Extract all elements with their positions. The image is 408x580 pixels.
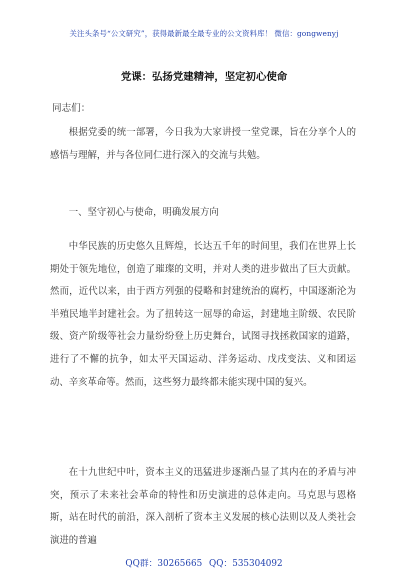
header-banner: 关注头条号“公文研究”，获得最新最全最专业的公文资料库！ 微信：gongwenyj — [69, 29, 339, 38]
nineteenth-century-paragraph: 在十九世纪中叶，资本主义的迅猛进步逐渐凸显了其内在的矛盾与冲突，预示了未来社会革命的特性和历史演进的总体走向。马克思与恩格斯，站在时代的前沿，深入剖析了资本主义发展的核心法则以及人类社会演进的普遍 — [50, 467, 356, 546]
history-paragraph: 中华民族的历史悠久且辉煌，长达五千年的时间里，我们在世界上长期处于领先地位，创造了璀璨的文明，并对人类的进步做出了巨大贡献。然而，近代以来，由于西方列强的侵略和封建统治的腐朽，中国逐渐沦为半殖民地半封建社会。为了扭转这一屈辱的命运，封建地主阶级、农民阶级、资产阶级等社会力量纷纷登上历史舞台，试图寻找拯救国家的道路，进行了不懈的抗争，如太平天国运动、洋务运动、戊戌变法、义和团运动、辛亥革命等。然而，这些努力最终都未能实现中国的复兴。 — [50, 241, 356, 388]
intro-paragraph: 根据党委的统一部署，今日我为大家讲授一堂党课，旨在分享个人的感悟与理解，并与各位同仁进行深入的交流与共勉。 — [50, 127, 356, 161]
footer-contact — [0, 556, 408, 569]
section-heading-1: 一、坚守初心与使命，明确发展方向 — [68, 207, 219, 218]
footer-qq-group: QQ群：30265665 — [125, 559, 203, 569]
salutation: 同志们： — [52, 103, 91, 114]
footer-qq: QQ：535304092 — [209, 559, 283, 569]
document-title: 党课：弘扬党建精神，坚定初心使命 — [120, 71, 288, 83]
